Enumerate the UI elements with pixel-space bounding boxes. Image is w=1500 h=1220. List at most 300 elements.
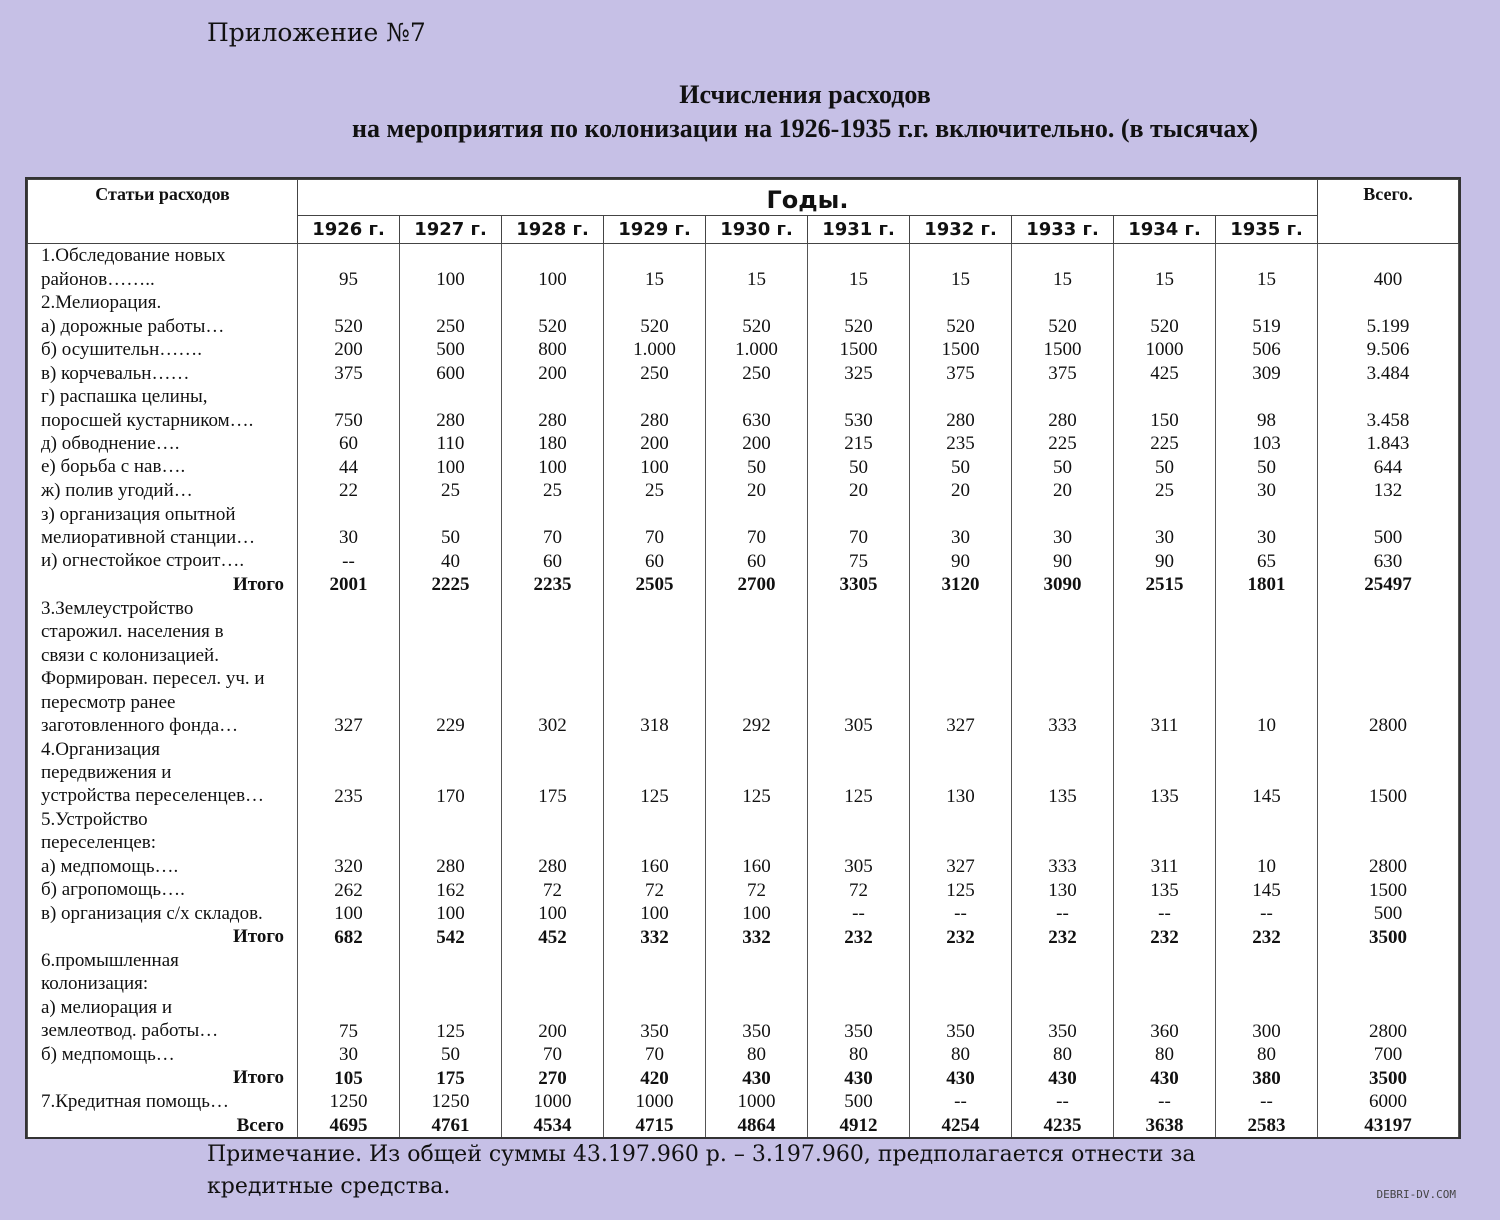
value-cell: 50 (400, 1043, 502, 1066)
value-cell: 100 (604, 902, 706, 925)
value-cell: 10 (1216, 596, 1318, 737)
row-total-cell: 132 (1318, 479, 1459, 502)
value-cell: 325 (808, 361, 910, 384)
value-cell: 229 (400, 596, 502, 737)
value-cell: 215 (808, 432, 910, 455)
row-label (28, 1043, 298, 1066)
row-label-line: Итого (232, 926, 284, 948)
value-cell: 380 (1216, 1066, 1318, 1089)
value-cell: 309 (1216, 361, 1318, 384)
row-label-line: б) осушительн……. (41, 339, 202, 361)
row-label (28, 479, 298, 502)
row-label-line: пересмотр ранее (41, 691, 176, 713)
table-row (28, 432, 1459, 455)
row-label-line: и) огнестойкое строит…. (41, 550, 245, 572)
value-cell (910, 291, 1012, 314)
value-cell: 1250 (298, 1090, 400, 1113)
row-total-cell: 6000 (1318, 1090, 1459, 1113)
row-total-cell: 25497 (1318, 573, 1459, 596)
value-cell: 100 (400, 455, 502, 478)
value-cell: 70 (808, 502, 910, 549)
value-cell (706, 949, 808, 996)
year-header-cell: 1927 г. (400, 216, 502, 244)
row-label-line: Всего (236, 1114, 284, 1136)
value-cell (1216, 808, 1318, 855)
value-cell: 20 (808, 479, 910, 502)
value-cell: 4254 (910, 1113, 1012, 1137)
value-cell: 98 (1216, 385, 1318, 432)
value-cell: 70 (604, 1043, 706, 1066)
row-total-cell: 500 (1318, 902, 1459, 925)
value-cell (1012, 291, 1114, 314)
value-cell: 10 (1216, 855, 1318, 878)
value-cell: 130 (910, 737, 1012, 807)
value-cell: 72 (502, 878, 604, 901)
value-cell: 280 (910, 385, 1012, 432)
value-cell: 2583 (1216, 1113, 1318, 1137)
row-label (28, 432, 298, 455)
table-row (28, 244, 1459, 292)
value-cell (502, 949, 604, 996)
value-cell: 50 (1012, 455, 1114, 478)
value-cell: 70 (502, 502, 604, 549)
header-articles: Статьи расходов (28, 180, 298, 244)
row-label-line: землеотвод. работы… (41, 1020, 219, 1042)
value-cell: -- (1216, 1090, 1318, 1113)
value-cell: 350 (910, 996, 1012, 1043)
value-cell: 300 (1216, 996, 1318, 1043)
row-label (28, 1113, 298, 1137)
value-cell: 200 (706, 432, 808, 455)
value-cell: 280 (400, 855, 502, 878)
title-line-1: Исчисления расходов (679, 80, 931, 109)
row-total-cell: 3500 (1318, 925, 1459, 948)
value-cell: 360 (1114, 996, 1216, 1043)
value-cell: 80 (1114, 1043, 1216, 1066)
watermark: DEBRI-DV.COM (1376, 1188, 1456, 1201)
value-cell: 2515 (1114, 573, 1216, 596)
row-label (28, 737, 298, 807)
table-row (28, 1090, 1459, 1113)
value-cell: 175 (400, 1066, 502, 1089)
table-row (28, 549, 1459, 572)
row-label-line: в) корчевальн…… (41, 362, 190, 384)
row-label-line: а) дорожные работы… (41, 315, 225, 337)
value-cell: 520 (910, 314, 1012, 337)
table-row (28, 479, 1459, 502)
value-cell: 235 (298, 737, 400, 807)
value-cell: -- (1012, 902, 1114, 925)
value-cell: 4534 (502, 1113, 604, 1137)
row-label (28, 385, 298, 432)
total-row (28, 925, 1459, 948)
table-row (28, 949, 1459, 996)
value-cell: 30 (1216, 479, 1318, 502)
value-cell: 280 (400, 385, 502, 432)
value-cell: 520 (298, 314, 400, 337)
row-total-cell: 1500 (1318, 737, 1459, 807)
value-cell: 3120 (910, 573, 1012, 596)
row-label-line: б) агропомощь…. (41, 879, 185, 901)
value-cell: 250 (604, 361, 706, 384)
value-cell (808, 808, 910, 855)
value-cell: 1500 (1012, 338, 1114, 361)
row-total-cell: 630 (1318, 549, 1459, 572)
value-cell: 1250 (400, 1090, 502, 1113)
table-row (28, 855, 1459, 878)
value-cell: -- (808, 902, 910, 925)
value-cell: 350 (604, 996, 706, 1043)
row-label (28, 244, 298, 292)
value-cell: 2505 (604, 573, 706, 596)
value-cell: 4695 (298, 1113, 400, 1137)
value-cell: 145 (1216, 878, 1318, 901)
value-cell: 375 (298, 361, 400, 384)
row-label-line: 7.Кредитная помощь… (41, 1090, 229, 1112)
table-row (28, 455, 1459, 478)
value-cell: 270 (502, 1066, 604, 1089)
row-label-line: районов…….. (41, 268, 155, 290)
value-cell: 70 (502, 1043, 604, 1066)
appendix-label: Приложение №7 (207, 18, 426, 47)
value-cell: 500 (400, 338, 502, 361)
value-cell: 95 (298, 244, 400, 292)
value-cell: 30 (1114, 502, 1216, 549)
value-cell: 520 (706, 314, 808, 337)
value-cell: -- (1114, 1090, 1216, 1113)
year-header-cell: 1926 г. (298, 216, 400, 244)
row-total-cell: 2800 (1318, 596, 1459, 737)
table-row (28, 291, 1459, 314)
value-cell: 430 (808, 1066, 910, 1089)
row-total-cell: 5.199 (1318, 314, 1459, 337)
value-cell (1012, 808, 1114, 855)
value-cell: 125 (910, 878, 1012, 901)
value-cell: 50 (910, 455, 1012, 478)
value-cell: 80 (1012, 1043, 1114, 1066)
value-cell: 72 (808, 878, 910, 901)
value-cell: 15 (706, 244, 808, 292)
row-label (28, 596, 298, 737)
total-row (28, 1113, 1459, 1137)
year-header-cell: 1934 г. (1114, 216, 1216, 244)
value-cell: 327 (298, 596, 400, 737)
row-total-cell: 644 (1318, 455, 1459, 478)
value-cell: 520 (1114, 314, 1216, 337)
value-cell (706, 808, 808, 855)
expenses-table (27, 179, 1459, 1137)
row-label-line: 2.Мелиорация. (41, 292, 162, 314)
value-cell (808, 949, 910, 996)
value-cell: 280 (1012, 385, 1114, 432)
value-cell: 4761 (400, 1113, 502, 1137)
value-cell (808, 291, 910, 314)
value-cell (400, 808, 502, 855)
row-label (28, 808, 298, 855)
value-cell: 60 (502, 549, 604, 572)
footnote: Примечание. Из общей суммы 43.197.960 р. – 3.197.960, предполагается отнести за кредитные средства. (207, 1142, 1196, 1199)
value-cell: 332 (706, 925, 808, 948)
table-row (28, 314, 1459, 337)
value-cell: 200 (502, 361, 604, 384)
value-cell: 103 (1216, 432, 1318, 455)
value-cell: 15 (1114, 244, 1216, 292)
table-row (28, 502, 1459, 549)
table-row (28, 737, 1459, 807)
row-label-line: д) обводнение…. (41, 433, 180, 454)
row-total-cell: 400 (1318, 244, 1459, 292)
value-cell: 125 (706, 737, 808, 807)
row-label-line: а) медпомощь…. (41, 855, 179, 877)
value-cell: -- (910, 1090, 1012, 1113)
row-total-cell: 43197 (1318, 1113, 1459, 1137)
value-cell: 4912 (808, 1113, 910, 1137)
row-label-line: Итого (232, 573, 284, 595)
value-cell: 70 (706, 502, 808, 549)
value-cell: 375 (910, 361, 1012, 384)
value-cell: 332 (604, 925, 706, 948)
row-label-line: заготовленного фонда… (41, 714, 239, 736)
value-cell: 80 (910, 1043, 1012, 1066)
value-cell: 75 (298, 996, 400, 1043)
row-total-cell: 3.484 (1318, 361, 1459, 384)
value-cell: 145 (1216, 737, 1318, 807)
value-cell: -- (910, 902, 1012, 925)
value-cell (400, 291, 502, 314)
value-cell: 30 (298, 502, 400, 549)
value-cell: 292 (706, 596, 808, 737)
row-total-cell (1318, 808, 1459, 855)
row-label (28, 455, 298, 478)
value-cell: 520 (1012, 314, 1114, 337)
value-cell: 327 (910, 855, 1012, 878)
value-cell: 327 (910, 596, 1012, 737)
row-label (28, 878, 298, 901)
value-cell: 311 (1114, 855, 1216, 878)
value-cell (1114, 808, 1216, 855)
header-total: Всего. (1318, 180, 1459, 244)
row-label (28, 1066, 298, 1089)
value-cell: 200 (298, 338, 400, 361)
value-cell: 15 (808, 244, 910, 292)
value-cell: 25 (502, 479, 604, 502)
value-cell: 50 (1114, 455, 1216, 478)
value-cell: 520 (604, 314, 706, 337)
value-cell: 80 (706, 1043, 808, 1066)
value-cell: 30 (1012, 502, 1114, 549)
value-cell: 318 (604, 596, 706, 737)
value-cell: 280 (502, 385, 604, 432)
table-body (28, 244, 1459, 1138)
row-label-line: б) медпомощь… (41, 1043, 175, 1065)
table-row (28, 878, 1459, 901)
table-row (28, 338, 1459, 361)
row-label-line: ж) полив угодий… (41, 479, 193, 501)
table-row (28, 996, 1459, 1043)
row-label (28, 855, 298, 878)
value-cell: 25 (1114, 479, 1216, 502)
value-cell: 40 (400, 549, 502, 572)
row-label-line: поросшей кустарником…. (41, 409, 254, 431)
value-cell: 4235 (1012, 1113, 1114, 1137)
value-cell: 250 (706, 361, 808, 384)
value-cell: 72 (604, 878, 706, 901)
value-cell: 350 (706, 996, 808, 1043)
row-label-line: 4.Организация (41, 738, 161, 760)
value-cell: 170 (400, 737, 502, 807)
value-cell: 30 (910, 502, 1012, 549)
value-cell (298, 949, 400, 996)
value-cell (400, 949, 502, 996)
value-cell: 90 (1012, 549, 1114, 572)
value-cell: 135 (1114, 878, 1216, 901)
value-cell: 25 (400, 479, 502, 502)
value-cell: 232 (1114, 925, 1216, 948)
value-cell: -- (1216, 902, 1318, 925)
year-header-cell: 1933 г. (1012, 216, 1114, 244)
value-cell: 72 (706, 878, 808, 901)
value-cell: 175 (502, 737, 604, 807)
row-total-cell (1318, 291, 1459, 314)
value-cell: 430 (1012, 1066, 1114, 1089)
value-cell: 520 (808, 314, 910, 337)
row-label (28, 314, 298, 337)
row-total-cell (1318, 949, 1459, 996)
value-cell: 305 (808, 596, 910, 737)
header-years: Годы. (298, 180, 1318, 216)
value-cell: 30 (1216, 502, 1318, 549)
value-cell: 225 (1012, 432, 1114, 455)
row-label-line: Формирован. пересел. уч. и (41, 668, 265, 690)
value-cell: 15 (1012, 244, 1114, 292)
value-cell: 1000 (604, 1090, 706, 1113)
row-label-line: старожил. населения в (41, 621, 224, 643)
row-total-cell: 1.843 (1318, 432, 1459, 455)
year-header-cell: 1928 г. (502, 216, 604, 244)
expenses-table-container (25, 177, 1461, 1139)
value-cell: 100 (502, 902, 604, 925)
value-cell: 80 (808, 1043, 910, 1066)
value-cell: 1.000 (706, 338, 808, 361)
value-cell: 100 (706, 902, 808, 925)
value-cell: 350 (1012, 996, 1114, 1043)
value-cell: 232 (808, 925, 910, 948)
value-cell: 80 (1216, 1043, 1318, 1066)
table-header (28, 180, 1459, 244)
row-label (28, 338, 298, 361)
value-cell: 22 (298, 479, 400, 502)
table-row (28, 596, 1459, 737)
table-row (28, 361, 1459, 384)
value-cell: 1500 (910, 338, 1012, 361)
year-header-cell: 1935 г. (1216, 216, 1318, 244)
value-cell: 160 (706, 855, 808, 878)
row-total-cell: 2800 (1318, 855, 1459, 878)
value-cell: 232 (1012, 925, 1114, 948)
value-cell (910, 949, 1012, 996)
row-total-cell: 3.458 (1318, 385, 1459, 432)
row-label-line: мелиоративной станции… (41, 526, 256, 548)
value-cell (1012, 949, 1114, 996)
value-cell: 30 (298, 1043, 400, 1066)
row-label-line: переселенцев: (41, 832, 157, 854)
value-cell: 100 (604, 455, 706, 478)
value-cell (298, 291, 400, 314)
row-total-cell: 700 (1318, 1043, 1459, 1066)
table-row (28, 385, 1459, 432)
value-cell (502, 808, 604, 855)
value-cell: 430 (706, 1066, 808, 1089)
row-label (28, 1090, 298, 1113)
row-total-cell: 2800 (1318, 996, 1459, 1043)
value-cell: 100 (298, 902, 400, 925)
row-label-line: 5.Устройство (41, 808, 148, 830)
row-total-cell: 9.506 (1318, 338, 1459, 361)
row-label-line: связи с колонизацией. (41, 644, 219, 666)
value-cell: 305 (808, 855, 910, 878)
value-cell: 333 (1012, 596, 1114, 737)
row-label-line: 3.Землеустройство (41, 597, 194, 619)
row-label-line: г) распашка целины, (41, 386, 208, 408)
row-label-line: е) борьба с нав…. (41, 456, 186, 478)
value-cell: 125 (808, 737, 910, 807)
value-cell: 125 (400, 996, 502, 1043)
total-row (28, 1066, 1459, 1089)
value-cell: 2001 (298, 573, 400, 596)
row-label (28, 996, 298, 1043)
value-cell: 250 (400, 314, 502, 337)
table-row (28, 902, 1459, 925)
value-cell: 90 (1114, 549, 1216, 572)
value-cell: 180 (502, 432, 604, 455)
row-label-line: Итого (232, 1067, 284, 1089)
value-cell: 311 (1114, 596, 1216, 737)
row-label (28, 502, 298, 549)
value-cell: 1.000 (604, 338, 706, 361)
value-cell: 100 (502, 455, 604, 478)
value-cell: -- (1114, 902, 1216, 925)
value-cell: 530 (808, 385, 910, 432)
value-cell: 60 (298, 432, 400, 455)
value-cell: 420 (604, 1066, 706, 1089)
value-cell: 280 (502, 855, 604, 878)
value-cell: 200 (502, 996, 604, 1043)
value-cell: 105 (298, 1066, 400, 1089)
row-label-line: устройства переселенцев… (41, 785, 265, 807)
value-cell: 682 (298, 925, 400, 948)
row-total-cell: 1500 (1318, 878, 1459, 901)
value-cell: 4864 (706, 1113, 808, 1137)
value-cell: 232 (910, 925, 1012, 948)
value-cell (604, 291, 706, 314)
value-cell (298, 808, 400, 855)
value-cell: 600 (400, 361, 502, 384)
value-cell: 430 (910, 1066, 1012, 1089)
row-label (28, 573, 298, 596)
value-cell (604, 949, 706, 996)
row-label (28, 925, 298, 948)
value-cell: 60 (604, 549, 706, 572)
value-cell: 162 (400, 878, 502, 901)
value-cell: 800 (502, 338, 604, 361)
value-cell: 235 (910, 432, 1012, 455)
value-cell: 50 (706, 455, 808, 478)
value-cell: 20 (1012, 479, 1114, 502)
value-cell: 262 (298, 878, 400, 901)
value-cell (1114, 291, 1216, 314)
value-cell: 50 (1216, 455, 1318, 478)
value-cell: 75 (808, 549, 910, 572)
